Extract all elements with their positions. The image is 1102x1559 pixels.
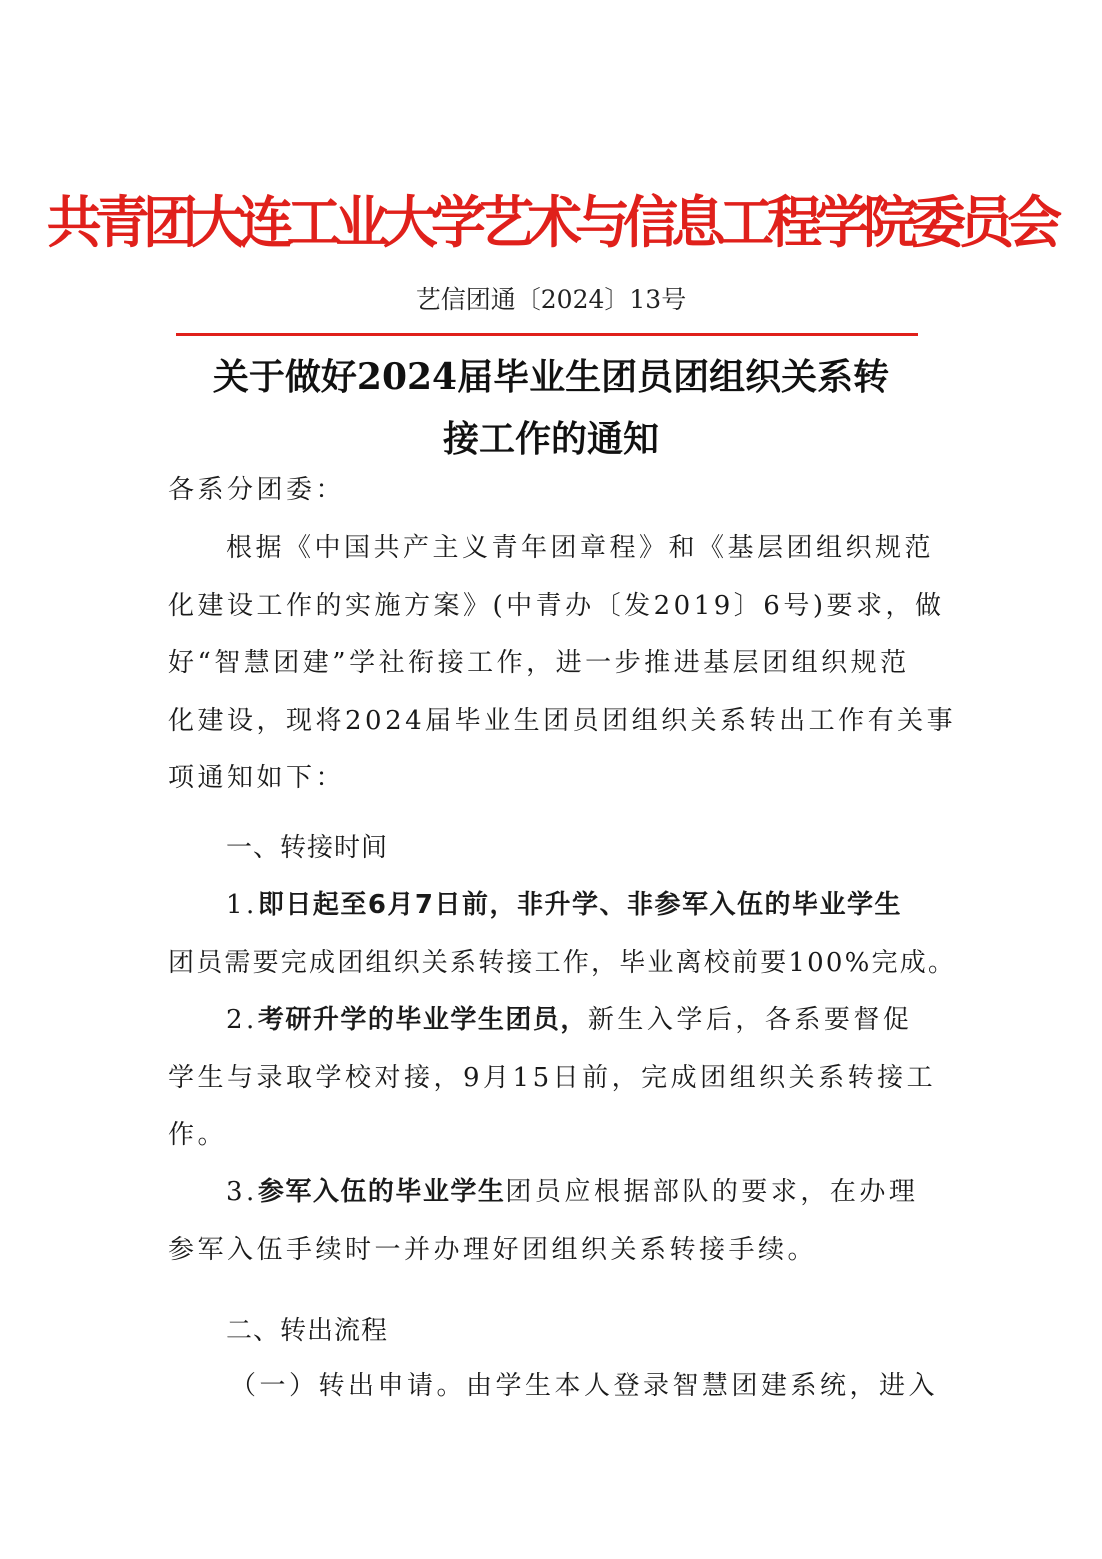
intro-line-4: 化建设，现将2024届毕业生团员团组织关系转出工作有关事 [168,705,957,736]
item-1-line-2: 团员需要完成团组织关系转接工作，毕业离校前要100%完成。 [168,947,957,978]
red-divider-line [176,333,918,336]
title-line-2: 接工作的通知 [442,418,659,460]
item-1-bold-text: 即日起至6月7日前，非升学、非参军入伍的毕业学生 [257,890,902,920]
item-2-line-2: 学生与录取学校对接，9月15日前，完成团组织关系转接工 [168,1062,937,1093]
organization-header: 共青团大连工业大学艺术与信息工程学院委员会 [46,191,1056,256]
item-1-line-1 [168,877,938,935]
item-3-number: 3. [226,1177,258,1207]
item-2-line-3: 作。 [168,1120,228,1150]
item-2-line-1 [168,992,938,1050]
document-title [160,346,942,470]
item-2-rest-text: 新生入学后，各系要督促 [587,1005,913,1035]
salutation [168,462,938,520]
item-3-line-1 [168,1164,938,1222]
item-3-line-2: 参军入伍手续时一并办理好团组织关系转接手续。 [168,1234,818,1265]
section-1-item-1 [168,877,957,992]
intro-line-5: 项通知如下： [168,763,346,793]
section-1-item-3 [168,1164,938,1279]
intro-paragraph [168,520,957,808]
document-number: 艺信团通〔2024〕13号 [415,285,687,314]
intro-line-2: 化建设工作的实施方案》(中青办〔发2019〕6号)要求，做 [168,590,945,621]
intro-line-3: 好“智慧团建”学社衔接工作，进一步推进基层团组织规范 [168,648,910,678]
item-3-rest-text: 团员应根据部队的要求，在办理 [505,1177,919,1207]
item-2-number: 2. [226,1005,258,1035]
intro-line-1: 根据《中国共产主义青年团章程》和《基层团组织规范 [226,533,935,563]
item-2-bold-text: 考研升学的毕业学生团员， [257,1005,588,1035]
item-1-number: 1. [226,890,258,920]
sub-1-line-1: （一）转出申请。由学生本人登录智慧团建系统，进入 [230,1371,939,1401]
section-2-sub-1 [230,1358,938,1416]
section-1-heading: 一、转接时间 [226,833,389,863]
title-line-1: 关于做好2024届毕业生团员团组织关系转 [212,356,890,398]
salutation-text: 各系分团委： [168,475,346,505]
section-1-item-2 [168,992,938,1165]
section-2-heading: 二、转出流程 [226,1316,389,1346]
item-3-bold-text: 参军入伍的毕业学生 [257,1177,506,1207]
